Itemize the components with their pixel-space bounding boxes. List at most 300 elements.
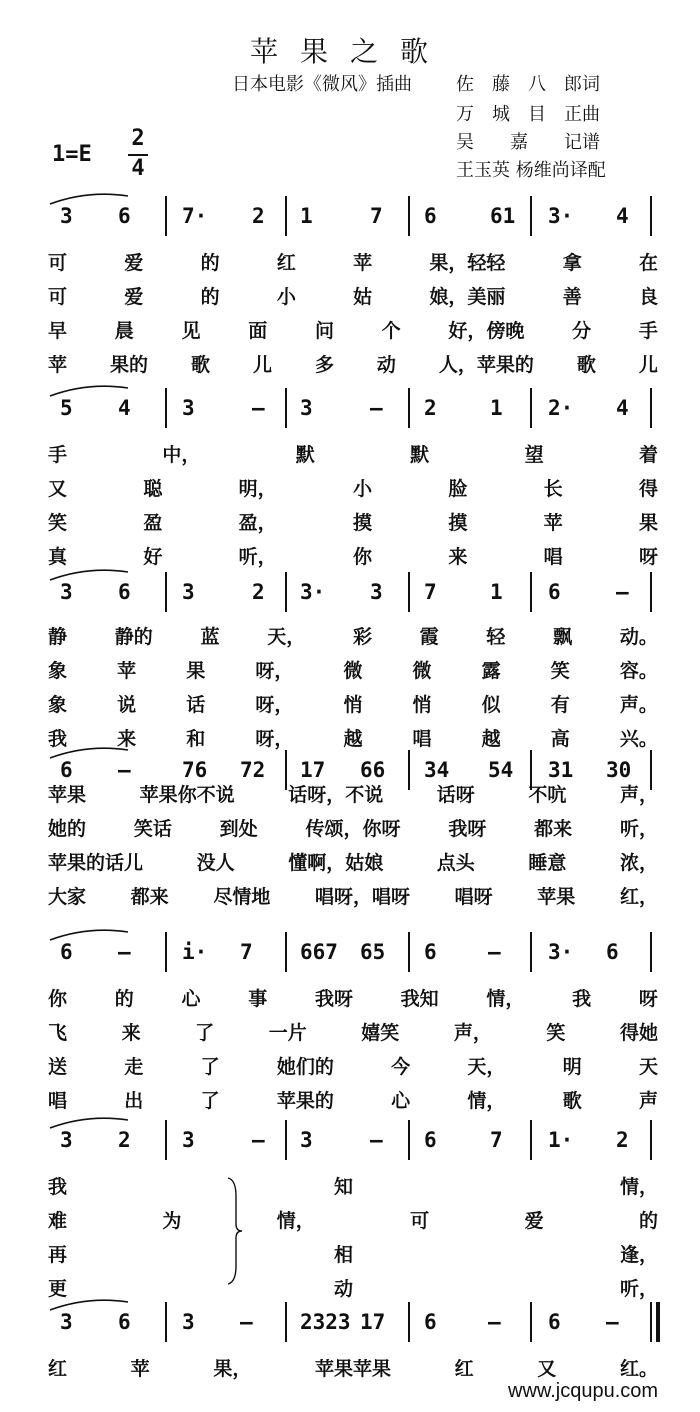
- time-signature-bottom: 4: [131, 156, 145, 181]
- lyric-word: 象: [48, 660, 68, 682]
- lyric-word: 为: [162, 1210, 182, 1232]
- lyric-word: 来: [121, 1022, 141, 1044]
- lyric-word: 苹: [117, 660, 137, 682]
- note: 54: [488, 758, 514, 782]
- note: 6: [424, 940, 437, 964]
- lyric-word: 浓，: [619, 852, 658, 874]
- note: —: [252, 396, 265, 420]
- note: 3: [60, 1310, 73, 1334]
- note: 76: [182, 758, 208, 782]
- lyric-word: 静: [48, 626, 68, 648]
- barline: [650, 932, 652, 972]
- note: 31: [548, 758, 574, 782]
- lyric-word: 听，: [619, 818, 658, 840]
- lyric-word: 了: [200, 1090, 220, 1112]
- lyric-word: 知: [333, 1176, 353, 1198]
- lyric-word: 今: [391, 1056, 411, 1078]
- lyric-word: 小: [276, 286, 296, 308]
- lyric-word: 望: [524, 444, 544, 466]
- note: 4: [616, 204, 629, 228]
- lyric-word: 的: [638, 1210, 658, 1232]
- lyric-word: 逢，: [619, 1244, 658, 1266]
- lyric-word: 苹: [353, 252, 373, 274]
- lyric-word: 蓝: [200, 626, 220, 648]
- lyricist-credit: 佐 藤 八 郎词: [456, 74, 600, 95]
- lyric-word: 笑: [550, 660, 570, 682]
- lyric-line: [48, 1240, 658, 1267]
- lyric-line: [48, 984, 658, 1011]
- lyric-word: 红，: [619, 886, 658, 908]
- lyric-line: [48, 316, 658, 343]
- lyric-word: 爱: [124, 252, 144, 274]
- lyric-word: 真: [48, 546, 68, 568]
- note: 2: [118, 1128, 131, 1152]
- lyric-word: 见: [181, 320, 201, 342]
- lyric-word: 又: [48, 478, 68, 500]
- lyric-word: 都来: [130, 886, 169, 908]
- barline: [650, 196, 652, 236]
- song-title: 苹果之歌: [249, 35, 450, 68]
- lyric-word: 我知: [400, 988, 439, 1010]
- lyric-word: 善: [562, 286, 582, 308]
- lyric-word: 苹果的: [276, 1090, 334, 1112]
- lyric-word: 天，: [267, 626, 306, 648]
- lyric-word: 长: [543, 478, 563, 500]
- lyric-word: 到处: [219, 818, 258, 840]
- lyric-line: [48, 1172, 658, 1199]
- lyric-word: 笑话: [133, 818, 172, 840]
- note: —: [488, 940, 501, 964]
- barline: [165, 196, 167, 236]
- lyric-word: 红。: [619, 1358, 658, 1380]
- lyric-word: 我呀: [314, 988, 353, 1010]
- lyric-word: 轻: [486, 626, 506, 648]
- lyric-word: 传颂，你呀: [305, 818, 401, 840]
- lyric-word: 的: [200, 286, 220, 308]
- note: 65: [360, 940, 386, 964]
- note: 3: [182, 1310, 195, 1334]
- lyric-line: [48, 656, 658, 683]
- lyric-word: 果: [638, 512, 658, 534]
- lyric-word: 话呀: [436, 784, 475, 806]
- lyric-word: 多: [314, 354, 334, 376]
- lyric-line: [48, 350, 658, 377]
- lyric-word: 手: [48, 444, 68, 466]
- note: 72: [240, 758, 266, 782]
- lyric-word: 呀，: [255, 728, 294, 750]
- lyric-word: 她的: [48, 818, 87, 840]
- lyric-word: 天: [638, 1056, 658, 1078]
- lyric-word: 手: [638, 320, 658, 342]
- lyric-word: 和: [186, 728, 206, 750]
- lyric-line: [48, 508, 658, 535]
- barline: [408, 572, 410, 612]
- lyric-word: 盈，: [238, 512, 277, 534]
- lyric-word: 再: [48, 1244, 68, 1266]
- note: 3: [182, 580, 195, 604]
- note: i·: [182, 940, 208, 964]
- lyric-word: 的: [200, 252, 220, 274]
- barline: [285, 572, 287, 612]
- lyric-word: 苹果的话儿: [48, 852, 144, 874]
- lyric-word: 问: [314, 320, 334, 342]
- lyric-word: 悄: [412, 694, 432, 716]
- barline: [408, 388, 410, 428]
- lyric-word: 拿: [562, 252, 582, 274]
- barline: [530, 1120, 532, 1160]
- lyric-word: 果的: [109, 354, 148, 376]
- barline: [530, 1302, 532, 1342]
- note: 6: [60, 758, 73, 782]
- lyric-word: 不吭: [528, 784, 567, 806]
- note: 6: [424, 1128, 437, 1152]
- lyric-word: 可: [48, 286, 68, 308]
- note: —: [606, 1310, 619, 1334]
- note: 6: [118, 580, 131, 604]
- composer-credit: 万 城 目 正曲: [456, 104, 600, 125]
- lyric-word: 说: [117, 694, 137, 716]
- note: 3·: [300, 580, 326, 604]
- note: 17: [300, 758, 326, 782]
- translator-credit: 王玉英 杨维尚译配: [456, 160, 606, 181]
- lyric-word: 飘: [553, 626, 573, 648]
- verse-bracket: [226, 1176, 246, 1286]
- lyric-word: 爱: [124, 286, 144, 308]
- lyric-word: 好: [143, 546, 163, 568]
- lyric-line: [48, 622, 658, 649]
- lyric-line: [48, 440, 658, 467]
- lyric-word: 摸: [352, 512, 372, 534]
- lyric-word: 呀，: [255, 694, 294, 716]
- barline: [650, 1120, 652, 1160]
- note: 7: [240, 940, 253, 964]
- lyric-word: 盈: [143, 512, 163, 534]
- lyric-word: 点头: [436, 852, 475, 874]
- lyric-word: 有: [550, 694, 570, 716]
- note: 3: [300, 396, 313, 420]
- lyric-line: [48, 282, 658, 309]
- lyric-word: 又: [537, 1358, 557, 1380]
- lyric-line: [48, 690, 658, 717]
- note: 6: [118, 204, 131, 228]
- note: 1·: [548, 1128, 574, 1152]
- lyric-word: 没人: [196, 852, 235, 874]
- lyric-word: 相: [333, 1244, 353, 1266]
- lyric-word: 唱: [543, 546, 563, 568]
- note: —: [616, 580, 629, 604]
- lyric-word: 兴。: [619, 728, 658, 750]
- lyric-word: 出: [124, 1090, 144, 1112]
- lyric-word: 大家: [48, 886, 87, 908]
- barline: [165, 1120, 167, 1160]
- barline: [530, 572, 532, 612]
- lyric-word: 中，: [162, 444, 201, 466]
- lyric-word: 我: [48, 728, 68, 750]
- note: 3: [182, 396, 195, 420]
- lyric-word: 飞: [48, 1022, 68, 1044]
- lyric-word: 歌: [562, 1090, 582, 1112]
- note: 7: [370, 204, 383, 228]
- lyric-word: 苹: [48, 354, 68, 376]
- lyric-word: 明: [562, 1056, 582, 1078]
- barline: [408, 932, 410, 972]
- barline: [285, 388, 287, 428]
- lyric-word: 事: [248, 988, 268, 1010]
- lyric-word: 分: [572, 320, 592, 342]
- lyric-word: 了: [195, 1022, 215, 1044]
- note: 6: [548, 1310, 561, 1334]
- note: 4: [118, 396, 131, 420]
- lyric-word: 默: [410, 444, 430, 466]
- note: 3: [300, 1128, 313, 1152]
- lyric-word: 听，: [619, 1278, 658, 1300]
- lyric-word: 动: [333, 1278, 353, 1300]
- lyric-word: 都来: [534, 818, 573, 840]
- lyric-word: 睡意: [528, 852, 567, 874]
- note: 4: [616, 396, 629, 420]
- lyric-line: [48, 814, 658, 841]
- lyric-word: 唱: [48, 1090, 68, 1112]
- lyric-word: 笑: [546, 1022, 566, 1044]
- lyric-word: 的: [114, 988, 134, 1010]
- lyric-word: 彩: [352, 626, 372, 648]
- lyric-word: 来: [117, 728, 137, 750]
- barline: [165, 388, 167, 428]
- slur: [48, 382, 148, 398]
- lyric-word: 苹果: [537, 886, 576, 908]
- lyric-word: 懂啊，姑娘: [288, 852, 384, 874]
- lyric-word: 她们的: [276, 1056, 334, 1078]
- barline: [285, 1120, 287, 1160]
- lyric-word: 越: [481, 728, 501, 750]
- lyric-word: 聪: [143, 478, 163, 500]
- key-signature: 1=E: [52, 142, 92, 167]
- lyric-word: 娘，美丽: [429, 286, 506, 308]
- barline: [650, 572, 652, 612]
- lyric-word: 尽情地: [213, 886, 271, 908]
- note: 3·: [548, 204, 574, 228]
- barline: [530, 932, 532, 972]
- note: 7: [490, 1128, 503, 1152]
- lyric-word: 话: [186, 694, 206, 716]
- lyric-word: 唱呀: [454, 886, 493, 908]
- lyric-word: 容。: [619, 660, 658, 682]
- lyric-line: [48, 882, 658, 909]
- note: 3: [60, 580, 73, 604]
- note: 2: [252, 204, 265, 228]
- note: —: [370, 396, 383, 420]
- note: 6: [424, 204, 437, 228]
- lyric-word: 越: [343, 728, 363, 750]
- transcriber-credit: 吴 嘉 记谱: [456, 132, 600, 153]
- lyric-word: 情，: [467, 1090, 506, 1112]
- source-credit: 日本电影《微风》插曲: [232, 74, 412, 95]
- lyric-word: 声: [638, 1090, 658, 1112]
- lyric-word: 心: [181, 988, 201, 1010]
- barline: [650, 388, 652, 428]
- slur: [48, 566, 148, 582]
- lyric-word: 来: [448, 546, 468, 568]
- barline: [408, 1120, 410, 1160]
- note: 667: [300, 940, 338, 964]
- note: 30: [606, 758, 632, 782]
- note: 34: [424, 758, 450, 782]
- lyric-word: 一片: [268, 1022, 307, 1044]
- lyric-word: 声。: [619, 694, 658, 716]
- lyric-word: 呀: [638, 546, 658, 568]
- lyric-word: 好，傍晚: [448, 320, 525, 342]
- barline: [285, 932, 287, 972]
- note: 66: [360, 758, 386, 782]
- lyric-word: 儿: [252, 354, 272, 376]
- lyric-line: [48, 1052, 658, 1079]
- lyric-word: 可: [410, 1210, 430, 1232]
- lyric-word: 小: [352, 478, 372, 500]
- lyric-word: 苹: [543, 512, 563, 534]
- lyric-word: 动。: [619, 626, 658, 648]
- note: 3: [60, 1128, 73, 1152]
- slur: [48, 190, 148, 206]
- barline: [530, 388, 532, 428]
- note: 5: [60, 396, 73, 420]
- lyric-word: 微: [343, 660, 363, 682]
- note: 6: [424, 1310, 437, 1334]
- lyric-word: 悄: [343, 694, 363, 716]
- lyric-word: 微: [412, 660, 432, 682]
- lyric-line: [48, 848, 658, 875]
- note: 7·: [182, 204, 208, 228]
- note: 6: [606, 940, 619, 964]
- lyric-word: 静的: [114, 626, 153, 648]
- lyric-word: 更: [48, 1278, 68, 1300]
- lyric-word: 歌: [190, 354, 210, 376]
- lyric-word: 脸: [448, 478, 468, 500]
- lyric-word: 早: [48, 320, 68, 342]
- barline: [408, 196, 410, 236]
- barline: [165, 932, 167, 972]
- lyric-word: 姑: [353, 286, 373, 308]
- lyric-word: 摸: [448, 512, 468, 534]
- note: 6: [60, 940, 73, 964]
- lyric-word: 红: [48, 1358, 68, 1380]
- lyric-word: 红: [276, 252, 296, 274]
- lyric-word: 话呀，不说: [288, 784, 384, 806]
- lyric-line: [48, 542, 658, 569]
- lyric-word: 唱: [412, 728, 432, 750]
- note: 3·: [548, 940, 574, 964]
- lyric-word: 呀，: [255, 660, 294, 682]
- lyric-word: 可: [48, 252, 68, 274]
- lyric-word: 得: [638, 478, 658, 500]
- note: —: [370, 1128, 383, 1152]
- lyric-word: 得她: [619, 1022, 658, 1044]
- slur: [48, 1296, 148, 1312]
- lyric-word: 送: [48, 1056, 68, 1078]
- note: 3: [370, 580, 383, 604]
- lyric-word: 情，: [486, 988, 525, 1010]
- lyric-word: 你: [48, 988, 68, 1010]
- note: 2323: [300, 1310, 351, 1334]
- note: —: [118, 940, 131, 964]
- barline: [285, 196, 287, 236]
- lyric-word: 我: [48, 1176, 68, 1198]
- lyric-word: 面: [248, 320, 268, 342]
- note: 1: [300, 204, 313, 228]
- time-signature-top: 2: [131, 126, 145, 151]
- lyric-word: 爱: [524, 1210, 544, 1232]
- lyric-word: 了: [200, 1056, 220, 1078]
- lyric-word: 听，: [238, 546, 277, 568]
- lyric-word: 难: [48, 1210, 68, 1232]
- lyric-word: 苹: [130, 1358, 150, 1380]
- note: —: [118, 758, 131, 782]
- lyric-line: [48, 248, 658, 275]
- lyric-word: 心: [391, 1090, 411, 1112]
- lyric-line: [48, 1018, 658, 1045]
- lyric-word: 声，: [453, 1022, 492, 1044]
- lyric-word: 着: [638, 444, 658, 466]
- lyric-line: [48, 780, 658, 807]
- lyric-word: 良: [638, 286, 658, 308]
- lyric-word: 动: [376, 354, 396, 376]
- lyric-line: [48, 1206, 658, 1233]
- lyric-word: 歌: [576, 354, 596, 376]
- site-watermark: www.jcqupu.com: [508, 1380, 659, 1402]
- lyric-word: 晨: [114, 320, 134, 342]
- lyric-word: 霞: [419, 626, 439, 648]
- lyric-word: 声，: [619, 784, 658, 806]
- lyric-word: 明，: [238, 478, 277, 500]
- lyric-word: 个: [381, 320, 401, 342]
- lyric-line: [48, 474, 658, 501]
- lyric-word: 天，: [467, 1056, 506, 1078]
- lyric-word: 默: [295, 444, 315, 466]
- lyric-word: 人，苹果的: [438, 354, 534, 376]
- note: 17: [360, 1310, 386, 1334]
- barline: [408, 1302, 410, 1342]
- barline: [650, 1302, 652, 1342]
- lyric-word: 儿: [638, 354, 658, 376]
- lyric-word: 情，: [619, 1176, 658, 1198]
- lyric-word: 高: [550, 728, 570, 750]
- lyric-line: [48, 1354, 658, 1381]
- lyric-word: 似: [481, 694, 501, 716]
- lyric-word: 情，: [276, 1210, 315, 1232]
- note: —: [252, 1128, 265, 1152]
- note: —: [488, 1310, 501, 1334]
- lyric-word: 我: [572, 988, 592, 1010]
- lyric-word: 你: [352, 546, 372, 568]
- note: 3: [182, 1128, 195, 1152]
- barline: [285, 1302, 287, 1342]
- final-barline: [656, 1302, 660, 1342]
- note: 2: [616, 1128, 629, 1152]
- note: 1: [490, 396, 503, 420]
- lyric-word: 果，轻轻: [429, 252, 506, 274]
- note: 1: [490, 580, 503, 604]
- note: 6: [548, 580, 561, 604]
- lyric-word: 苹果苹果: [314, 1358, 391, 1380]
- note: —: [240, 1310, 253, 1334]
- lyric-word: 嬉笑: [361, 1022, 400, 1044]
- slur: [48, 926, 148, 942]
- lyric-word: 呀: [638, 988, 658, 1010]
- lyric-word: 红: [454, 1358, 474, 1380]
- note: 2: [252, 580, 265, 604]
- barline: [165, 1302, 167, 1342]
- note: 7: [424, 580, 437, 604]
- lyric-word: 苹果你不说: [139, 784, 235, 806]
